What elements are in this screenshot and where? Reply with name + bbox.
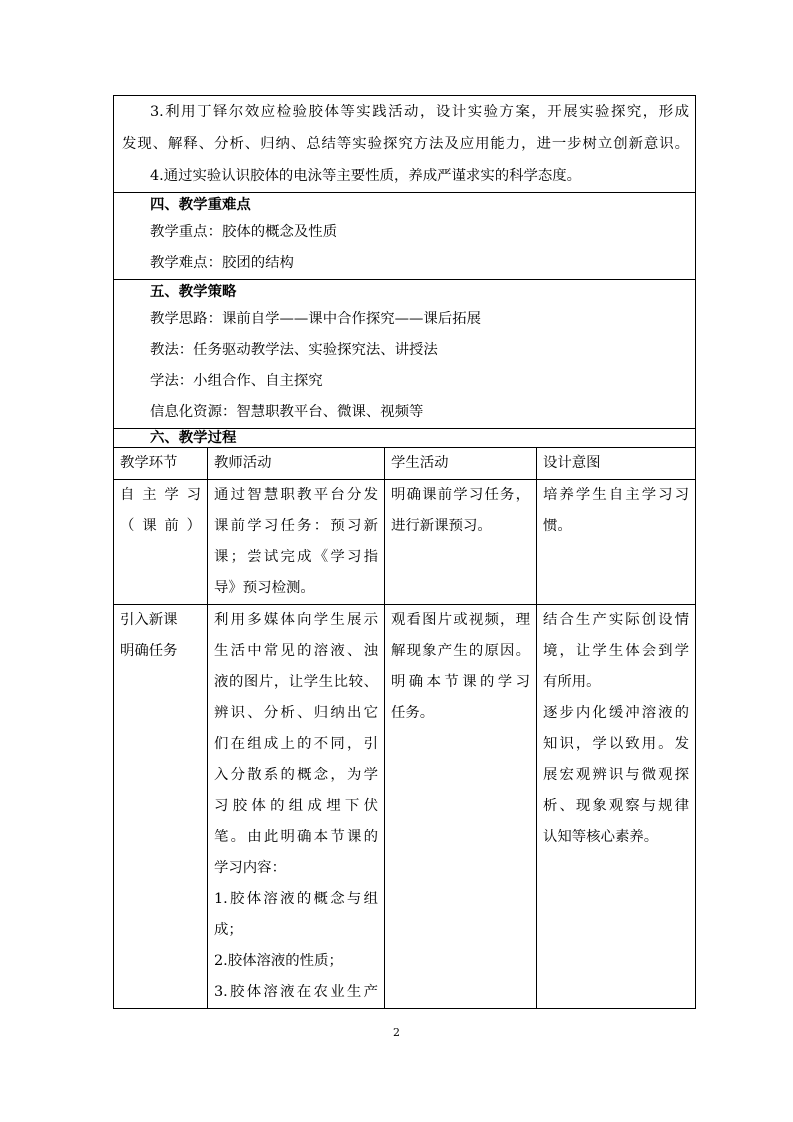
teacher-line: 2.胶体溶液的性质；: [214, 953, 343, 969]
section5-row: [114, 280, 696, 429]
objective-3-line2: 发现、解释、分析、归纳、总结等实验探究方法及应用能力，进一步树立创新意识。: [122, 136, 690, 152]
col-header-student: 学生活动: [385, 448, 537, 480]
intent-line: 析、现象观察与规律: [543, 798, 690, 814]
section4-title: 四、教学重难点: [150, 196, 251, 213]
intent-line: 展宏观辨识与微观探: [543, 767, 690, 783]
stage-cell: [114, 480, 208, 605]
intent-line: 结合生产实际创设情: [543, 612, 690, 628]
col-header-stage: 教学环节: [114, 448, 208, 480]
teacher-line: 习胶体的组成埋下伏: [214, 798, 378, 814]
teacher-line: 导》预习检测。: [214, 580, 315, 596]
section4-row: [114, 193, 696, 280]
learning-methods: 学法：小组合作、自主探究: [150, 373, 323, 389]
teaching-approach: 教学思路：课前自学——课中合作探究——课后拓展: [150, 311, 481, 327]
teacher-line: 课前学习任务：预习新: [214, 518, 378, 534]
intent-line: 惯。: [543, 518, 572, 534]
intent-line: 培养学生自主学习习: [543, 487, 690, 503]
teacher-line: 课；尝试完成《学习指: [214, 549, 378, 565]
intent-line: 境，让学生体会到学: [543, 643, 690, 659]
student-activity-cell: [385, 480, 537, 605]
teacher-activity-cell: [208, 480, 385, 605]
teacher-line: 1.胶体溶液的概念与组: [214, 891, 378, 907]
section5-title: 五、教学策略: [150, 283, 237, 300]
objectives-row: [114, 96, 696, 193]
lesson-plan-table: [113, 95, 696, 1009]
stage-line: 引入新课: [120, 612, 178, 628]
student-line: 观看图片或视频，理: [391, 612, 530, 628]
teacher-line: 们在组成上的不同，引: [214, 736, 378, 752]
teacher-line: 辨识、分析、归纳出它: [214, 705, 378, 721]
key-point: 教学重点：胶体的概念及性质: [150, 224, 338, 240]
teacher-line: 入分散系的概念，为学: [214, 767, 378, 783]
table-row: [114, 480, 696, 605]
intent-line: 认知等核心素养。: [543, 829, 659, 845]
section6-row: [114, 429, 696, 448]
intent-line: 知识，学以致用。发: [543, 736, 690, 752]
objective-3-line1: 3.利用丁铎尔效应检验胶体等实践活动，设计实验方案，开展实验探究，形成: [150, 104, 690, 120]
student-activity-cell: [385, 605, 537, 1009]
teacher-line: 利用多媒体向学生展示: [214, 612, 378, 628]
student-line: 任务。: [391, 705, 435, 721]
teacher-line: 3.胶体溶液在农业生产: [214, 984, 378, 1000]
intent-line: 逐步内化缓冲溶液的: [543, 705, 690, 721]
col-header-intent: 设计意图: [537, 448, 696, 480]
teacher-line: 学习内容：: [214, 860, 286, 876]
teacher-line: 成；: [214, 922, 243, 938]
stage-line: （课前）: [120, 518, 201, 534]
student-line: 明确课前学习任务，: [391, 487, 530, 503]
student-line: 解现象产生的原因。: [391, 643, 530, 659]
teacher-line: 通过智慧职教平台分发: [214, 487, 378, 503]
student-line: 明确本节课的学习: [391, 674, 530, 690]
design-intent-cell: [537, 605, 696, 1009]
teacher-line: 笔。由此明确本节课的: [214, 829, 378, 845]
page-number: 2: [393, 1026, 400, 1039]
design-intent-cell: [537, 480, 696, 605]
info-resources: 信息化资源：智慧职教平台、微课、视频等: [150, 404, 424, 420]
difficulty: 教学难点：胶团的结构: [150, 255, 294, 271]
objective-4: 4.通过实验认识胶体的电泳等主要性质，养成严谨求实的科学态度。: [150, 168, 582, 184]
teacher-line: 液的图片，让学生比较、: [214, 674, 378, 690]
table-row: [114, 605, 696, 1009]
section6-title: 六、教学过程: [150, 429, 237, 446]
stage-line: 明确任务: [120, 643, 178, 659]
intent-line: 有所用。: [543, 674, 601, 690]
stage-cell: [114, 605, 208, 1009]
teaching-methods: 教法：任务驱动教学法、实验探究法、讲授法: [150, 342, 438, 358]
stage-line: 自主学习: [120, 487, 201, 503]
col-header-teacher: 教师活动: [208, 448, 385, 480]
teacher-activity-cell: [208, 605, 385, 1009]
process-header-row: [114, 448, 696, 480]
teacher-line: 生活中常见的溶液、浊: [214, 643, 378, 659]
student-line: 进行新课预习。: [391, 518, 492, 534]
